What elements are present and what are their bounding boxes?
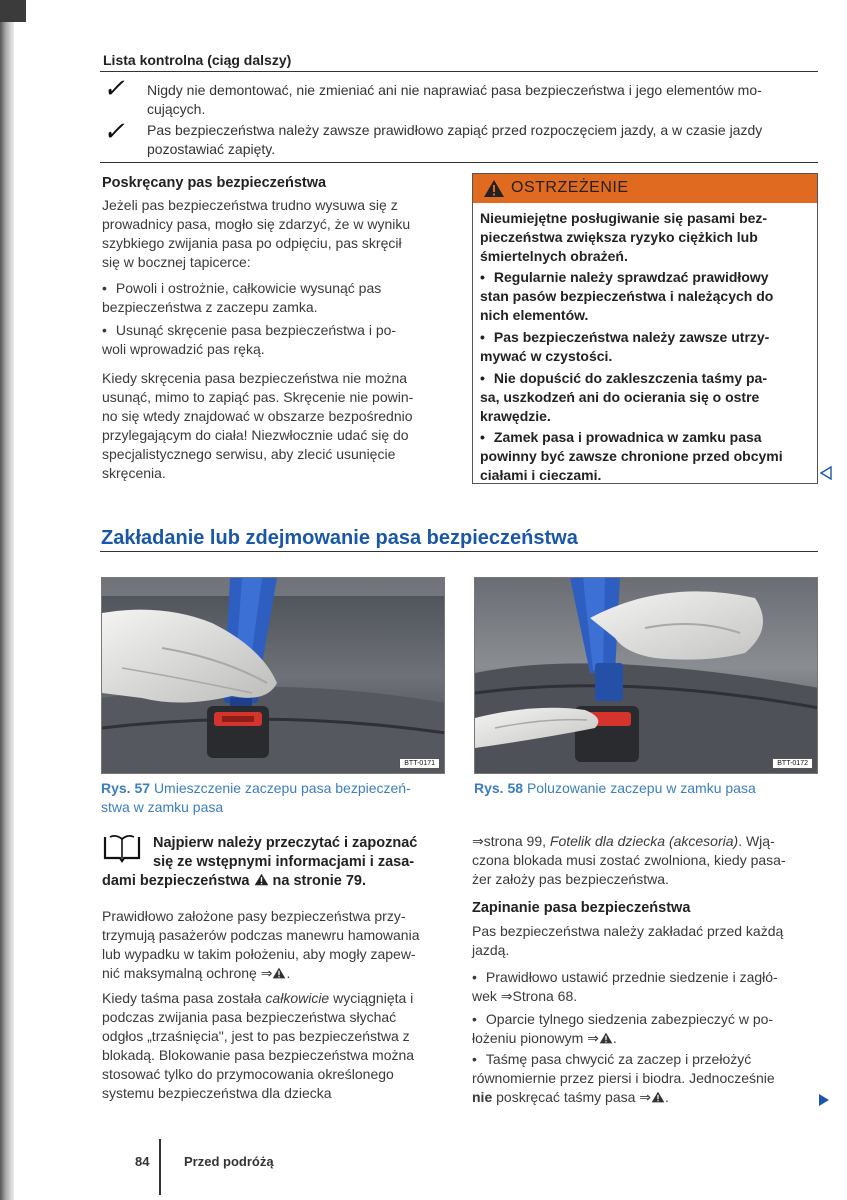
figure-58-image bbox=[474, 577, 818, 774]
twisted-belt-bullet-2: • Usunąć skręcenie pasa bezpieczeństwa i po- woli wprowadzić pas ręką. bbox=[102, 321, 452, 359]
warning-triangle-icon bbox=[651, 1091, 665, 1103]
checklist-item-2: Pas bezpieczeństwa należy zawsze prawidłowo zapiąć przed rozpoczęciem jazdy, a w czasie jazdy pozostawiać zapięty. bbox=[147, 122, 763, 157]
lower-left-paragraph-2: Kiedy taśma pasa została całkowicie wyciągnięta i podczas zwijania pasa bezpieczeństwa słychać odgłos „trzaśnięcia", jest to pas bezpieczeństwa z blokadą. Blokowanie pasa bezpieczeństwa można stosować tylko do przymocowania określonego systemu bezpieczeństwa dla dziecka bbox=[102, 990, 415, 1101]
warning-bullet-2: • Pas bezpieczeństwa należy zawsze utrzy- mywać w czystości. bbox=[480, 328, 814, 366]
chapter-title: Przed podróżą bbox=[184, 1154, 274, 1169]
page-binding-shadow bbox=[0, 0, 14, 1200]
nav-forward-triangle-icon[interactable] bbox=[818, 1093, 830, 1107]
twisted-belt-intro: Jeżeli pas bezpieczeństwa trudno wysuwa się z prowadnicy pasa, mogło się zdarzyć, że w wyniku szybkiego zwijania pasa po odpięciu, pas skręcił się w bocznej tapicerce: bbox=[102, 197, 411, 270]
fasten-belt-bullet-2: • Oparcie tylnego siedzenia zabezpieczyć w po- łożeniu pionowym ⇒ . bbox=[472, 1010, 818, 1048]
header-rule bbox=[100, 71, 818, 72]
read-first-notice-last: dami bezpieczeństwa na stronie 79. bbox=[102, 873, 367, 889]
warning-header bbox=[473, 174, 817, 203]
warning-triangle-icon bbox=[483, 179, 505, 198]
twisted-belt-paragraph: Kiedy skręcenia pasa bezpieczeństwa nie można usunąć, mimo to zapiąć pas. Skręcenie nie powin- no się wtedy znajdować w obszarze bezpośrednio przylegającym do ciała! Niezwłocznie udać się do specjalistycznego serwisu, aby zlecić usunięcie skręcenia. bbox=[102, 370, 414, 481]
nav-back-triangle-icon[interactable] bbox=[820, 466, 832, 480]
checkmark-icon: ✓ bbox=[103, 74, 125, 104]
warning-bullet-3: • Nie dopuścić do zakleszczenia taśmy pa- sa, uszkodzeń ani do ocierania się o ostre krawędzie. bbox=[480, 369, 814, 426]
figure-58-code: BTT-0172 bbox=[772, 758, 813, 769]
checklist-bottom-rule bbox=[100, 162, 818, 163]
warning-title: OSTRZEŻENIE bbox=[511, 179, 629, 196]
fasten-belt-intro: Pas bezpieczeństwa należy zakładać przed każdą jazdą. bbox=[472, 923, 784, 958]
book-icon bbox=[102, 833, 142, 863]
lower-right-paragraph-1: ⇒strona 99, Fotelik dla dziecka (akcesoria). Wją- czona blokada musi zostać zwolniona, kiedy pasa- żer założy pas bezpieczeństwa. bbox=[472, 833, 786, 887]
read-first-notice-lines: Najpierw należy przeczytać i zapoznać się ze wstępnymi informacjami i zasa- bbox=[153, 835, 418, 870]
fasten-belt-bullet-3: • Taśmę pasa chwycić za zaczep i przełożyć równomiernie przez piersi i biodra. Jednocześnie nie poskręcać taśmy pasa ⇒ . bbox=[472, 1050, 818, 1107]
figure-57-caption: Rys. 57 Umieszczenie zaczepu pasa bezpieczeń- stwa w zamku pasa bbox=[101, 780, 411, 815]
section-title: Zakładanie lub zdejmowanie pasa bezpieczeństwa bbox=[101, 527, 578, 549]
lower-left-paragraph-1: Prawidłowo założone pasy bezpieczeństwa przy- trzymują pasażerów podczas manewru hamowania lub wypadku w takim położeniu, aby mogły zapew- nić maksymalną ochronę ⇒ . bbox=[102, 908, 420, 981]
page-number: 84 bbox=[135, 1154, 150, 1169]
belt-buckle-insert-illustration bbox=[102, 578, 445, 774]
warning-triangle-icon bbox=[254, 873, 269, 886]
figure-58-caption: Rys. 58 Poluzowanie zaczepu w zamku pasa bbox=[474, 780, 756, 796]
twisted-belt-heading: Poskręcany pas bezpieczeństwa bbox=[102, 175, 327, 191]
warning-triangle-icon bbox=[599, 1032, 613, 1044]
warning-box bbox=[472, 173, 818, 484]
warning-bullet-4: • Zamek pasa i prowadnica w zamku pasa powinny być zawsze chronione przed obcymi ciałami i cieczami. bbox=[480, 428, 814, 485]
footer-divider bbox=[159, 1139, 161, 1195]
warning-intro: Nieumiejętne posługiwanie się pasami bez- pieczeństwa zwiększa ryzyko ciężkich lub śmiertelnych obrażeń. bbox=[480, 210, 768, 264]
checklist-title: Lista kontrolna (ciąg dalszy) bbox=[103, 52, 292, 68]
twisted-belt-bullet-1: • Powoli i ostrożnie, całkowicie wysunąć pas bezpieczeństwa z zaczepu zamka. bbox=[102, 279, 452, 317]
warning-triangle-icon bbox=[272, 967, 286, 979]
figure-57-image bbox=[101, 577, 445, 774]
warning-bullet-1: • Regularnie należy sprawdzać prawidłowy stan pasów bezpieczeństwa i należących do nich elementów. bbox=[480, 268, 814, 325]
fasten-belt-heading: Zapinanie pasa bezpieczeństwa bbox=[472, 900, 691, 916]
checkmark-icon: ✓ bbox=[103, 117, 125, 147]
fasten-belt-bullet-1: • Prawidłowo ustawić przednie siedzenie i zagłó- wek ⇒Strona 68. bbox=[472, 968, 818, 1006]
belt-buckle-release-illustration bbox=[475, 578, 818, 774]
page-corner bbox=[0, 0, 26, 22]
checklist-item-1: Nigdy nie demontować, nie zmieniać ani nie naprawiać pasa bezpieczeństwa i jego elementów mo- cujących. bbox=[147, 82, 762, 117]
figure-57-code: BTT-0171 bbox=[399, 758, 440, 769]
section-rule bbox=[100, 551, 818, 552]
